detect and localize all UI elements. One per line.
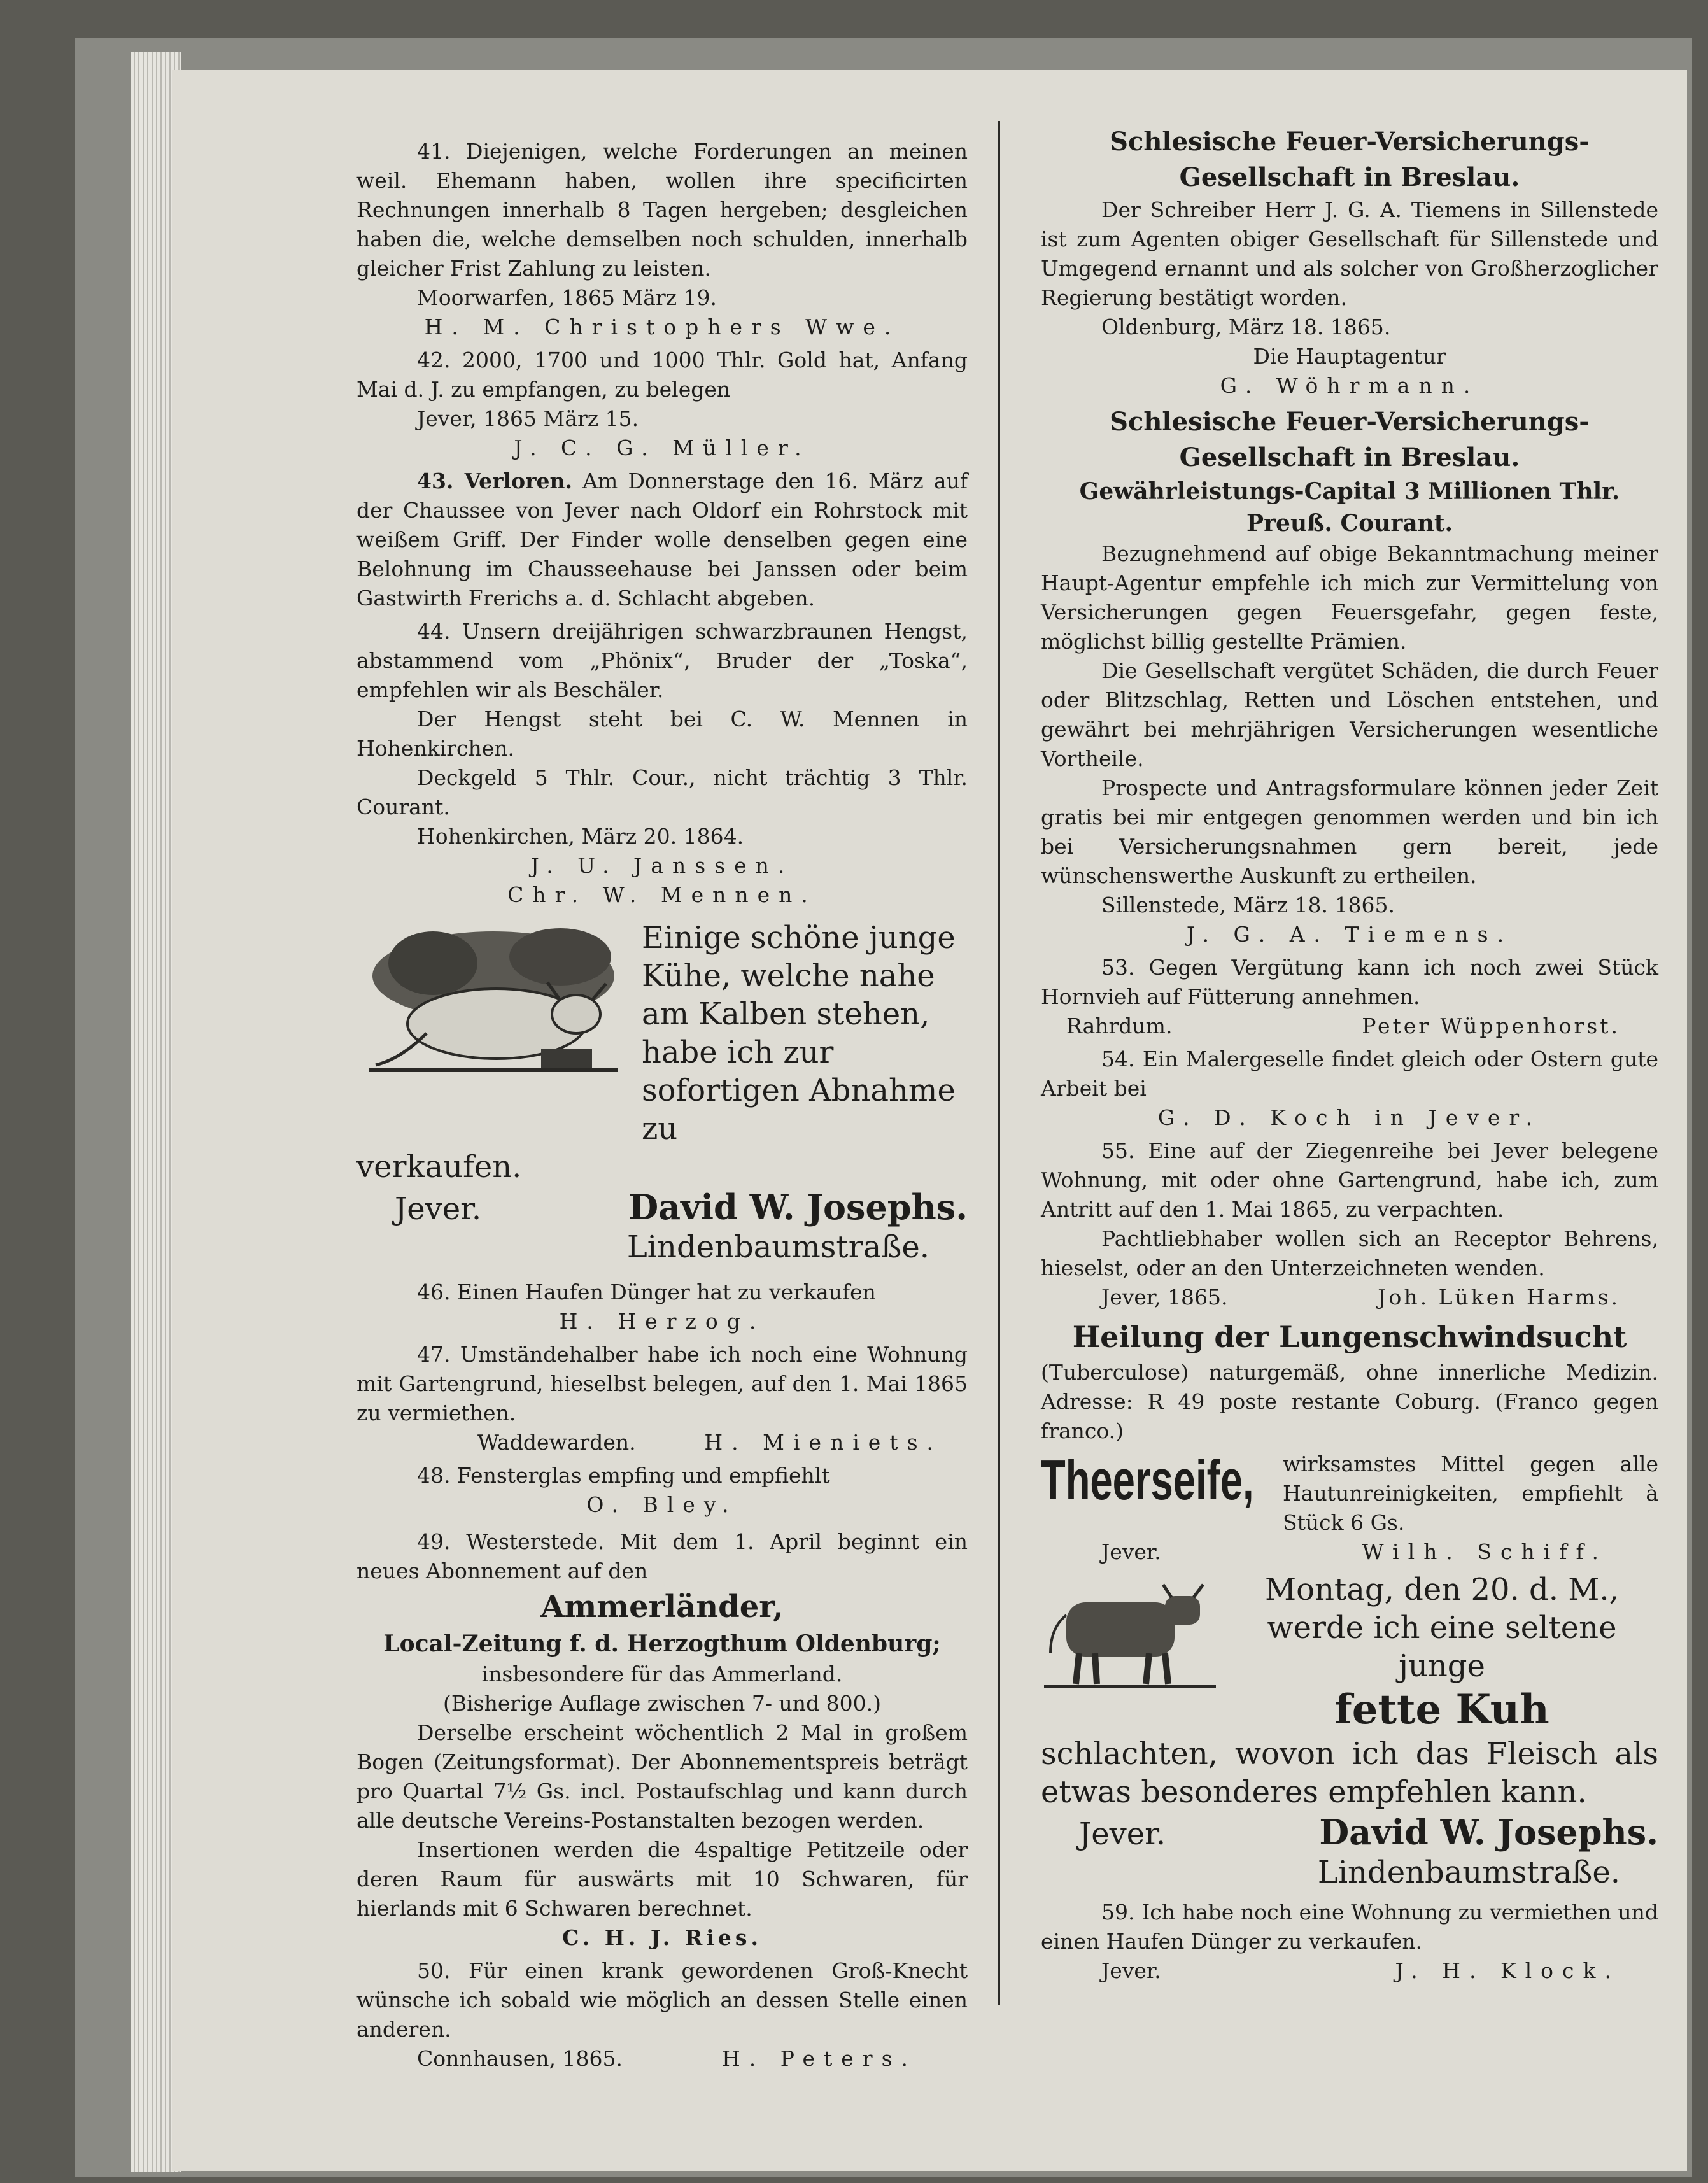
ad-41: [356, 137, 968, 342]
ad-50-signature: H. Peters.: [722, 2046, 917, 2071]
insurance-heading-1: Schlesische Feuer-Versicherungs-: [1110, 127, 1590, 157]
ad-44-date: Hohenkirchen, März 20. 1864.: [417, 824, 744, 849]
ad-55: [1041, 1136, 1658, 1312]
fette-kuh-body: schlachten, wovon ich das Fleisch als etwas besonderes empfehlen kann.: [1041, 1736, 1658, 1810]
ad-49-intro: 49. Westerstede. Mit dem 1. April beginnt ein neues Abonnement auf den: [356, 1529, 968, 1583]
ad-41-body: 41. Diejenigen, welche Forderungen an meinen weil. Ehemann haben, wollen ihre specificirten Rechnungen innerhalb 8 Tagen hergeben; desgleichen haben die, welche demselben noch schulden, innerhalb gleicher Frist Zahlung zu leisten.: [356, 139, 968, 281]
ad-49-subtitle: Local-Zeitung f. d. Herzogthum Oldenburg;: [383, 1630, 941, 1657]
ad-49-insertions: Insertionen werden die 4spaltige Petitzeile oder deren Raum für auswärts mit 10 Schwaren, für hierlands mit 6 Schwaren berechnet.: [356, 1837, 968, 1921]
ad-49-region: insbesondere für das Ammerland.: [481, 1662, 843, 1686]
ad-53: [1041, 953, 1658, 1041]
ad-44-signature-1: J. U. Janssen.: [530, 853, 794, 878]
insurance-offer-body-1: Bezugnehmend auf obige Bekanntmachung meiner Haupt-Agentur empfehle ich mich zur Vermittelung von Versicherungen gegen Feuersgefahr, gegen feste, möglichst billig gestellte Prämien.: [1041, 541, 1658, 654]
ad-47-signature: H. Mieniets.: [704, 1430, 942, 1455]
ad-59-place: Jever.: [1101, 1958, 1161, 1983]
ad-insurance-agent: [1041, 124, 1658, 400]
left-column: [356, 137, 968, 2073]
ad-49-title: Ammerländer,: [540, 1589, 784, 1625]
ad-54: [1041, 1045, 1658, 1133]
ad-47-body: 47. Umständehalber habe ich noch eine Wohnung mit Gartengrund, hieselbst belegen, auf den 1. Mai 1865 zu vermiethen.: [356, 1342, 968, 1425]
insurance-heading-2: Gesellschaft in Breslau.: [1179, 162, 1520, 192]
ad-49-details: Derselbe erscheint wöchentlich 2 Mal in großem Bogen (Zeitungsformat). Der Abonnementspreis beträgt pro Quartal 7½ Gs. incl. Postaufschlag und kann durch alle deutsche Vereins-Postanstalten bezogen werden.: [356, 1720, 968, 1833]
ad-44-body: 44. Unsern dreijährigen schwarzbraunen Hengst, abstammend vom „Phönix“, Bruder der „Toska“, empfehlen wir als Beschäler.: [356, 619, 968, 702]
ad-44-location: Der Hengst steht bei C. W. Mennen in Hohenkirchen.: [356, 707, 968, 761]
tuberculosis-heading: Heilung der Lungenschwindsucht: [1072, 1320, 1627, 1354]
fette-kuh-place: Jever.: [1079, 1816, 1166, 1852]
ad-46: [356, 1278, 968, 1336]
cow-ad-place: Jever.: [395, 1191, 482, 1227]
right-column: [1041, 124, 1658, 1986]
cow-ad: [356, 919, 968, 1266]
ad-53-signature: Peter Wüppenhorst.: [1362, 1014, 1620, 1038]
ad-44: [356, 617, 968, 910]
fette-kuh-title: fette Kuh: [1334, 1686, 1549, 1734]
insurance-currency: Preuß. Courant.: [1246, 510, 1453, 537]
ad-55-place: Jever, 1865.: [1101, 1285, 1228, 1310]
ad-42-body: 42. 2000, 1700 und 1000 Thlr. Gold hat, Anfang Mai d. J. zu empfangen, zu belegen: [356, 348, 968, 402]
ad-tuberculosis: [1041, 1316, 1658, 1446]
ad-59-signature: J. H. Klock.: [1395, 1958, 1620, 1983]
column-divider: [998, 121, 1000, 2005]
ad-48: [356, 1461, 968, 1520]
ad-55-contact: Pachtliebhaber wollen sich an Receptor Behrens, hieselst, oder an den Unterzeichneten wenden.: [1041, 1226, 1658, 1280]
ad-53-body: 53. Gegen Vergütung kann ich noch zwei Stück Hornvieh auf Fütterung annehmen.: [1041, 955, 1658, 1009]
cow-ad-verkaufen: verkaufen.: [356, 1149, 522, 1185]
insurance-offer-body-2: Die Gesellschaft vergütet Schäden, die durch Feuer oder Blitzschlag, Retten und Löschen entstehen, und gewährt bei mehrjährigen Versicherungen wesentliche Vortheile.: [1041, 658, 1658, 771]
insurance-agency: Die Hauptagentur: [1253, 344, 1446, 369]
ad-55-body: 55. Eine auf der Ziegenreihe bei Jever belegene Wohnung, mit oder ohne Gartengrund, habe ich, zum Antritt auf den 1. Mai 1865, zu verpachten.: [1041, 1138, 1658, 1222]
fette-kuh-street: Lindenbaumstraße.: [1317, 1854, 1620, 1890]
ad-49-circulation: (Bisherige Auflage zwischen 7- und 800.): [442, 1691, 882, 1716]
ad-46-signature: H. Herzog.: [559, 1309, 765, 1334]
tuberculosis-body: (Tuberculose) naturgemäß, ohne innerliche Medizin. Adresse: R 49 poste restante Coburg. (Franco gegen franco.): [1041, 1360, 1658, 1443]
ad-46-body: 46. Einen Haufen Dünger hat zu verkaufen: [417, 1280, 876, 1304]
insurance-agent-body: Der Schreiber Herr J. G. A. Tiemens in Sillenstede ist zum Agenten obiger Gesellschaft für Sillenstede und Umgegend ernannt und als solcher von Großherzoglicher Regierung bestätigt worden.: [1041, 197, 1658, 310]
insurance-offer-signature: J. G. A. Tiemens.: [1186, 922, 1513, 947]
ad-41-signature: H. M. Christophers Wwe.: [424, 314, 900, 339]
theerseife-place: Jever.: [1101, 1539, 1161, 1564]
ad-54-body: 54. Ein Malergeselle findet gleich oder Ostern gute Arbeit bei: [1041, 1047, 1658, 1101]
fette-kuh-line-2: werde ich eine seltene junge: [1267, 1610, 1617, 1684]
ad-47: [356, 1340, 968, 1457]
ad-42: [356, 346, 968, 463]
ad-43-body: Am Donnerstage den 16. März auf der Chaussee von Jever nach Oldorf ein Rohrstock mit weißem Griff. Der Finder wolle denselben gegen eine Belohnung im Chausseehause bei Janssen oder beim Gastwirth Frerichs a. d. Schlacht abgeben.: [356, 469, 968, 611]
insurance-offer-body-3: Prospecte und Antragsformulare können jeder Zeit gratis bei mir entgegen genommen werden und bin ich bei Versicherungsnahmen gern bereit, jede wünschenswerthe Auskunft zu ertheilen.: [1041, 775, 1658, 888]
ad-fette-kuh: [1041, 1571, 1658, 1891]
insurance-offer-heading-2: Gesellschaft in Breslau.: [1179, 442, 1520, 472]
insurance-capital: Gewährleistungs-Capital 3 Millionen Thlr.: [1079, 478, 1620, 505]
cow-woodcut-icon: [356, 919, 630, 1078]
ad-49: [356, 1527, 968, 1953]
ad-theerseife: [1041, 1450, 1658, 1567]
ad-44-fee: Deckgeld 5 Thlr. Cour., nicht trächtig 3 Thlr. Courant.: [356, 765, 968, 819]
ad-53-place: Rahrdum.: [1066, 1014, 1173, 1038]
ad-42-signature: J. C. G. Müller.: [514, 435, 810, 460]
theerseife-body: wirksamstes Mittel gegen alle Hautunreinigkeiten, empfiehlt à Stück 6 Gs.: [1283, 1452, 1658, 1535]
ad-50-place: Connhausen, 1865.: [417, 2046, 623, 2071]
ad-50: [356, 1956, 968, 2073]
ad-49-signature: C. H. J. Ries.: [562, 1925, 762, 1950]
cow-ad-street: Lindenbaumstraße.: [626, 1229, 929, 1265]
ad-insurance-offer: [1041, 404, 1658, 949]
cow-ad-text: Einige schöne junge Kühe, welche nahe am Kalben stehen, habe ich zur sofortigen Abnahme zu: [642, 920, 956, 1147]
insurance-offer-date: Sillenstede, März 18. 1865.: [1101, 893, 1395, 917]
insurance-agency-signature: G. Wöhrmann.: [1220, 373, 1479, 398]
ad-54-signature: G. D. Koch in Jever.: [1157, 1105, 1542, 1130]
insurance-offer-heading-1: Schlesische Feuer-Versicherungs-: [1110, 407, 1590, 437]
ad-44-signature-2: Chr. W. Mennen.: [507, 882, 817, 907]
fette-kuh-signature: David W. Josephs.: [1319, 1812, 1658, 1853]
ad-41-date: Moorwarfen, 1865 März 19.: [417, 285, 717, 310]
insurance-agent-date: Oldenburg, März 18. 1865.: [1101, 314, 1391, 339]
cow-ad-signature: David W. Josephs.: [628, 1187, 968, 1227]
ad-59: [1041, 1898, 1658, 1986]
theerseife-signature: Wilh. Schiff.: [1362, 1539, 1607, 1564]
ad-55-signature: Joh. Lüken Harms.: [1378, 1285, 1620, 1310]
ad-59-body: 59. Ich habe noch eine Wohnung zu vermiethen und einen Haufen Dünger zu verkaufen.: [1041, 1900, 1658, 1954]
theerseife-title: Theerseife,: [1041, 1450, 1254, 1511]
ad-50-body: 50. Für einen krank gewordenen Groß-Knecht wünsche ich sobald wie möglich an dessen Stelle einen anderen.: [356, 1958, 968, 2042]
ad-48-signature: O. Bley.: [586, 1492, 738, 1517]
ad-48-body: 48. Fensterglas empfing und empfiehlt: [417, 1463, 830, 1488]
ad-43-heading: 43. Verloren.: [417, 469, 572, 493]
ox-woodcut-icon: [1041, 1571, 1219, 1692]
fette-kuh-line-1: Montag, den 20. d. M.,: [1265, 1572, 1619, 1607]
ad-42-date: Jever, 1865 März 15.: [417, 406, 639, 431]
ad-47-place: Waddewarden.: [477, 1430, 636, 1455]
ad-43: [356, 467, 968, 613]
